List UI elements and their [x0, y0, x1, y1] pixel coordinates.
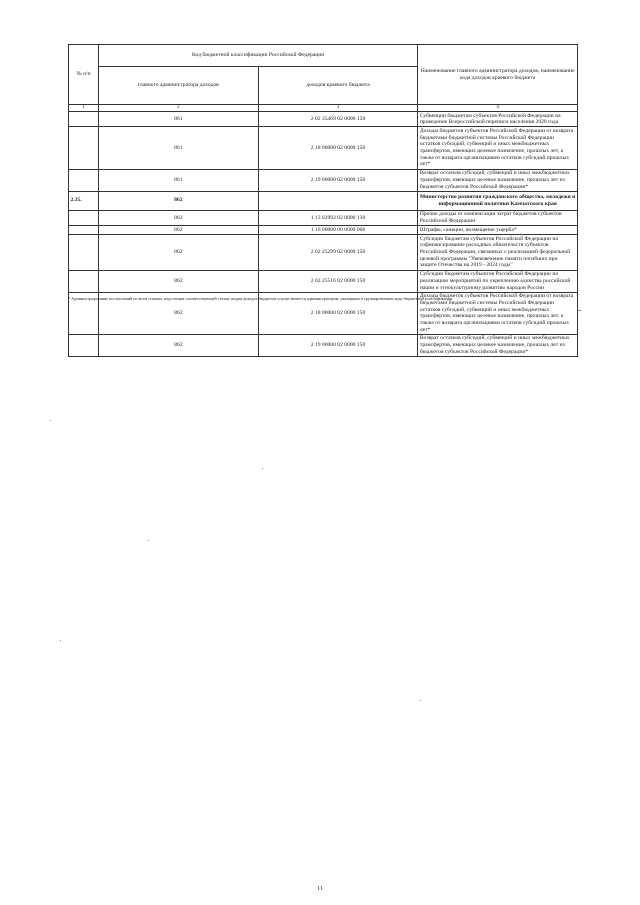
admin-code-cell: 861 [99, 127, 259, 169]
table-row [69, 334, 578, 356]
revenue-name-cell: Возврат остатков субсидий, субвенций и иных межбюджетных трансфертов, имеющих целевое назначение, прошлых лет из бюджетов субъектов Российской Федерации* [418, 169, 578, 191]
table-row [69, 127, 578, 169]
admin-code-cell: 861 [99, 169, 259, 191]
header-code-group: Код бюджетной классификации Российской Федерации [99, 45, 418, 67]
scan-speck [60, 640, 61, 641]
admin-code-cell: 862 [99, 210, 259, 225]
col-index-1: 1 [69, 105, 99, 112]
revenue-name-cell: Прочие доходы от компенсации затрат бюджетов субъектов Российской Федерации [418, 210, 578, 225]
admin-code-cell: 862 [99, 235, 259, 271]
admin-code-cell: 861 [99, 112, 259, 127]
row-num-cell [69, 127, 99, 169]
row-num-cell [69, 226, 99, 235]
page-number: 11 [317, 886, 323, 892]
row-num-cell: 2.35. [69, 191, 99, 210]
admin-code-cell: 862 [99, 270, 259, 292]
revenue-name-cell: Доходы бюджетов субъектов Российской Федерации от возврата бюджетами бюджетной системы Российской Федерации остатков субсидий, субвенций и иных межбюджетных трансфертов, имеющих целевое назначение, прошлых лет, а также от возврата организациями остатков субсидий прошлых лет* [418, 292, 578, 334]
revenue-code-cell [258, 191, 418, 210]
table-row [69, 235, 578, 271]
scan-speck [262, 468, 263, 469]
scan-speck [420, 700, 421, 701]
table-row [69, 112, 578, 127]
row-num-cell [69, 112, 99, 127]
revenue-name-cell: Субсидии бюджетам субъектов Российской Федерации на реализацию мероприятий по укреплению единства российской нации и этнокультурному развитию народов России [418, 270, 578, 292]
scan-speck [578, 310, 581, 311]
table-header-row [69, 45, 578, 67]
admin-code-cell: 862 [99, 191, 259, 210]
row-num-cell [69, 270, 99, 292]
revenue-name-cell: Доходы бюджетов субъектов Российской Федерации от возврата бюджетами бюджетной системы Российской Федерации остатков субсидий, субвенций и иных межбюджетных трансфертов, имеющих целевое назначение, прошлых лет, а также от возврата организациями остатков субсидий прошлых лет* [418, 127, 578, 169]
revenue-code-cell: 2 19 00000 02 0000 150 [258, 334, 418, 356]
admin-code-cell: 862 [99, 226, 259, 235]
admin-code-cell: 862 [99, 292, 259, 334]
revenue-name-cell: Штрафы, санкции, возмещение ущерба* [418, 226, 578, 235]
table-body [69, 112, 578, 357]
revenue-code-cell: 2 18 00000 02 0000 150 [258, 127, 418, 169]
revenue-code-cell: 2 02 25299 02 0000 150 [258, 235, 418, 271]
col-index-2: 2 [99, 105, 259, 112]
revenue-name-cell: Субсидии бюджетам субъектов Российской Федерации на софинансирование расходных обязательств субъектов Российской Федерации, связанных с реализацией федеральной целевой программы "Увековечение памяти погибших при защите Отечества на 2019 - 2024 годы" [418, 235, 578, 271]
header-name: Наименование главного администратора доходов, наименование кода доходов краевого бюджета [418, 45, 578, 105]
row-num-cell [69, 210, 99, 225]
table-row [69, 226, 578, 235]
revenue-code-cell: 2 02 35469 02 0000 150 [258, 112, 418, 127]
revenue-name-cell: Министерство развития гражданского общества, молодежи и информационной политики Камчатского края [418, 191, 578, 210]
revenue-codes-table [68, 44, 578, 357]
revenue-code-cell: 1 16 00000 00 0000 000 [258, 226, 418, 235]
header-revenue: доходов краевого бюджета [258, 67, 418, 105]
col-index-3: 3 [258, 105, 418, 112]
col-index-4: 4 [418, 105, 578, 112]
table-row [69, 270, 578, 292]
revenue-name-cell: Возврат остатков субсидий, субвенций и иных межбюджетных трансфертов, имеющих целевое назначение, прошлых лет из бюджетов субъектов Российской Федерации* [418, 334, 578, 356]
revenue-code-cell: 2 18 00000 02 0000 150 [258, 292, 418, 334]
footnote: * Администрирование поступлений по всем статьям, подстатьям соответствующей статьи, видам доходов бюджетов осуществляется администратором, указанным в группировочном коде бюджетной классификации [68, 296, 453, 301]
scan-speck [148, 540, 149, 541]
row-num-cell [69, 334, 99, 356]
header-admin: главного администратора доходов [99, 67, 259, 105]
revenue-code-cell: 2 19 00000 02 0000 150 [258, 169, 418, 191]
row-num-cell [69, 235, 99, 271]
header-num: № п/п [69, 45, 99, 105]
table-row [69, 210, 578, 225]
scan-speck [50, 420, 51, 421]
revenue-code-cell: 2 02 25516 02 0000 150 [258, 270, 418, 292]
revenue-name-cell: Субвенции бюджетам субъектов Российской Федерации на проведение Всероссийской переписи населения 2020 года [418, 112, 578, 127]
column-index-row [69, 105, 578, 112]
table-row [69, 169, 578, 191]
section-row [69, 191, 578, 210]
admin-code-cell: 862 [99, 334, 259, 356]
row-num-cell [69, 169, 99, 191]
revenue-code-cell: 1 13 02992 02 0000 130 [258, 210, 418, 225]
